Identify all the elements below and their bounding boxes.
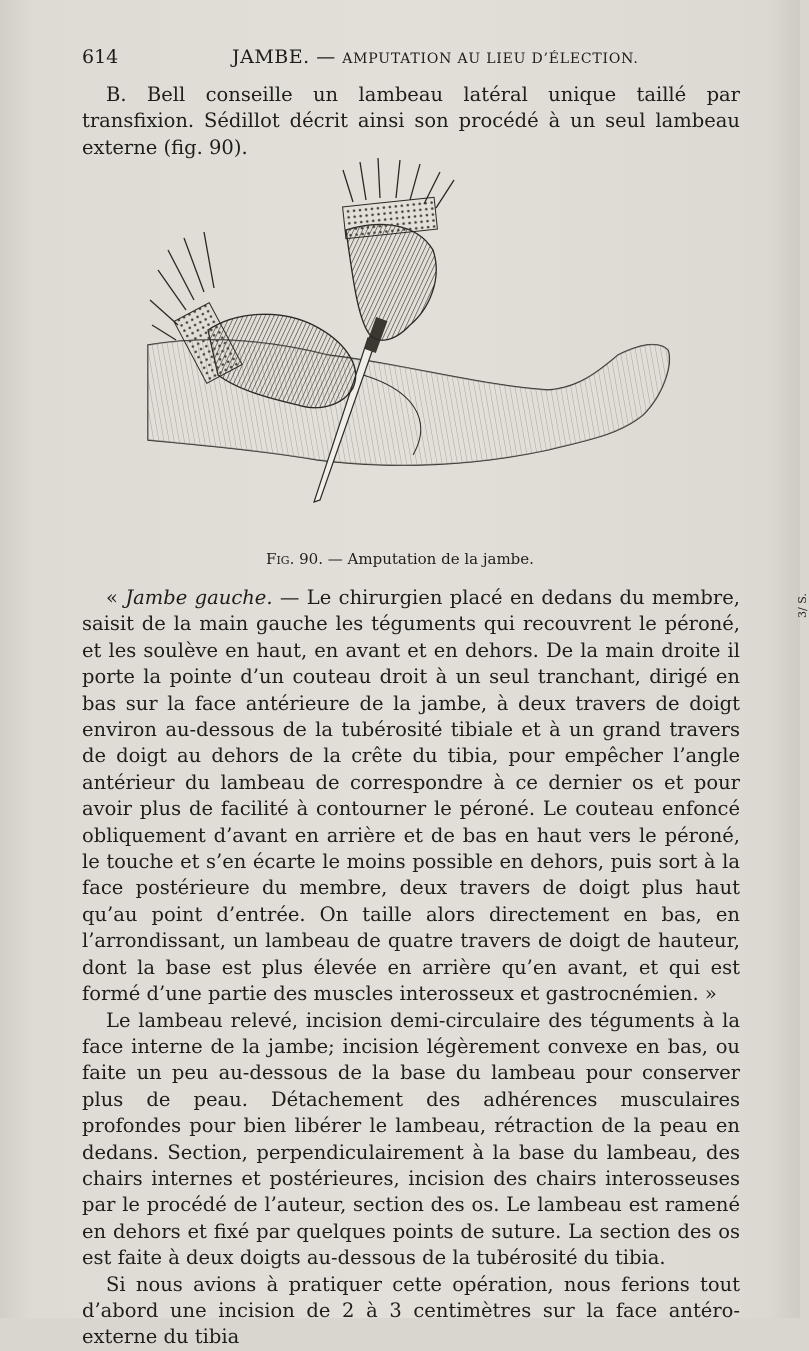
upper-hand [346,225,436,341]
quote-text: — Le chirurgien placé en dedans du membre, saisit de la main gauche les téguments qui recouvrent le péroné, et les soulève en haut, en avant et en dehors. De la main droite il porte la pointe d’un couteau droit à un seul tranchant, dirigé en bas sur la face antérieure de la jambe, à deux travers de doigt environ au-dessous de la tubérosité tibiale et à un grand travers de doigt au dehors de la crête du tibia, pour empêcher l’angle antérieur du lambeau de correspondre à ce dernier os et pour avoir plus de facilité à contourner le péroné. Le couteau enfoncé obliquement d’avant en arrière et de bas en haut vers le péroné, le touche et s’en écarte le moins possible en dehors, puis sort à la face postérieure du membre, deux travers de doigt plus haut qu’au point d’entrée. On taille alors directement en bas, en l’arrondissant, un lambeau de quatre travers de doigt de hauteur, dont la base est plus élevée en arrière qu’en avant, et qui est formé d’une partie des muscles interosseux et gastrocnémien. » [82,586,740,1006]
running-title [232,46,639,68]
figure-label: Fig. 90. [266,550,323,568]
figure-caption-text: — Amputation de la jambe. [327,550,534,568]
intro-paragraph: B. Bell conseille un lambeau latéral unique taillé par transfixion. Sédillot décrit ainsi son procédé à un seul lambeau externe (fig. 90). [82,83,740,159]
body-text [82,585,740,1351]
page-number: 614 [82,46,119,68]
running-header [82,46,742,76]
figure-caption [0,550,800,568]
engraver-mark: 3/ S. [796,593,809,618]
chapter-title: JAMBE. [232,46,310,68]
paragraph-2: Le lambeau relevé, incision demi-circulaire des téguments à la face interne de la jambe; incision légèrement convexe en bas, ou faite un peu au-dessous de la base du lambeau pour conserver plus de peau. Détachement des adhérences musculaires profondes pour bien libérer le lambeau, rétraction de la peau en dedans. Section, perpendiculairement à la base du lambeau, des chairs internes et postérieures, incision des chairs interosseuses par le procédé de l’auteur, section des os. Le lambeau est ramené en dehors et fixé par quelques points de suture. La section des os est faite à deux doigts au-dessous de la tubérosité du tibia. [82,1008,740,1270]
paragraph-3: Si nous avions à pratiquer cette opération, nous ferions tout d’abord une incision de 2 à 3 centimètres sur la face antéro-externe du tibia [82,1272,740,1349]
amputation-engraving [148,150,688,535]
quote-paragraph [82,585,740,1008]
quote-open: « [106,586,126,609]
section-title: AMPUTATION AU LIEU D’ÉLECTION. [342,51,639,67]
quote-lead: Jambe gauche. [125,586,273,609]
title-dash: — [316,46,336,68]
